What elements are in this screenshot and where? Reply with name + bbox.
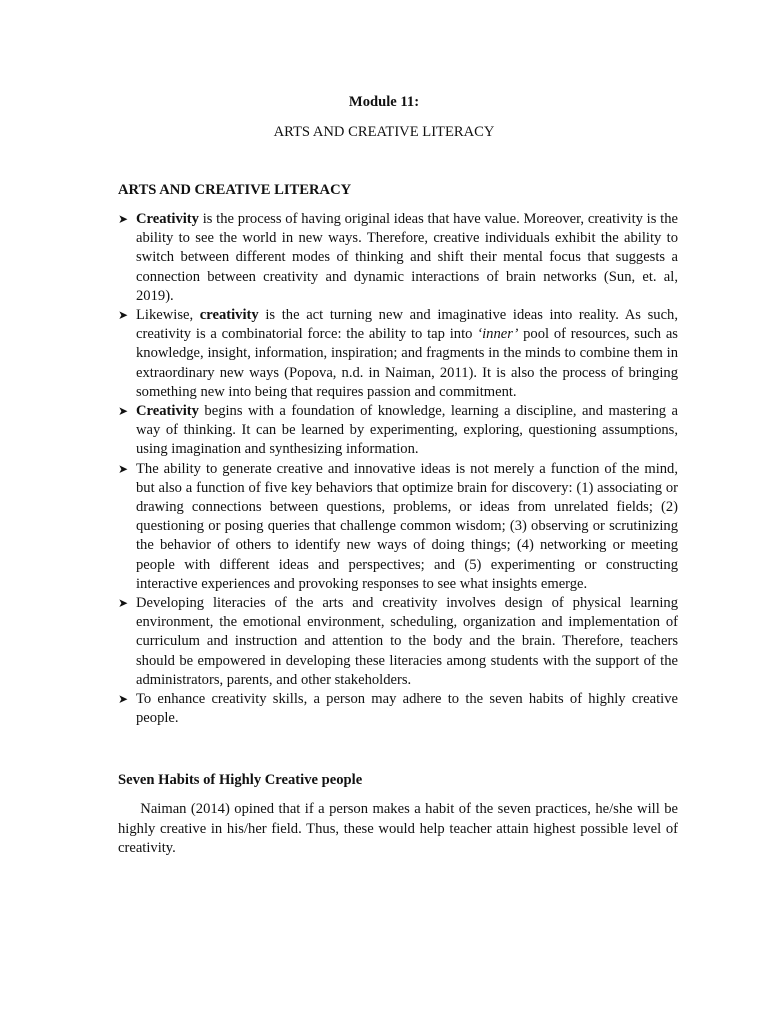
- bullet-list: [118, 210, 678, 728]
- bullet-text: To enhance creativity skills, a person may adhere to the seven habits of highly creative people.: [136, 691, 678, 727]
- bullet-text: Developing literacies of the arts and creativity involves design of physical learning environment, the emotional environment, scheduling, organization and implementation of curriculum and instruction and attention to the body and the brain. Therefore, teachers should be empowered in developing these literacies among students with the support of the administrators, parents, and other stakeholders.: [136, 595, 678, 688]
- bullet-item: [118, 594, 678, 690]
- bullet-italic: ‘inner’: [477, 326, 519, 343]
- module-subtitle: ARTS AND CREATIVE LITERACY: [273, 124, 495, 140]
- module-title: Module 11:: [348, 94, 420, 110]
- section-heading-arts: ARTS AND CREATIVE LITERACY: [118, 182, 352, 198]
- bullet-item: [118, 402, 678, 460]
- arrowhead-bullet-icon: ➤: [118, 308, 129, 323]
- bullet-lead: Creativity: [136, 211, 199, 227]
- bullet-text: is the act turning new and imaginative ideas into reality. As such, creativity is a combinatorial force: the ability to tap into: [136, 307, 678, 343]
- bullet-item: [118, 210, 678, 306]
- intro-paragraph: Naiman (2014) opined that if a person makes a habit of the seven practices, he/she will be highly creative in his/her field. Thus, these would help teacher attain highest possible level of creativity.: [118, 801, 682, 856]
- bullet-lead: creativity: [199, 307, 259, 324]
- bullet-text: pool of resources, such as knowledge, insight, information, inspiration; and fragments in the minds to combine them in extraordinary new ways (Popova, n.d. in Naiman, 2011). It is also the process of bringing something new into being that requires passion and commitment.: [136, 326, 678, 400]
- bullet-text: begins with a foundation of knowledge, learning a discipline, and mastering a way of thinking. It can be learned by experimenting, exploring, questioning assumptions, using imagination and synthesizing information.: [136, 403, 678, 458]
- section-heading-seven-habits: Seven Habits of Highly Creative people: [118, 772, 363, 788]
- bullet-item: [118, 306, 678, 402]
- bullet-pre: Likewise,: [136, 307, 200, 324]
- bullet-item: [118, 460, 678, 594]
- bullet-item: [118, 690, 678, 728]
- arrowhead-bullet-icon: ➤: [118, 461, 129, 476]
- arrowhead-bullet-icon: ➤: [118, 404, 129, 419]
- arrowhead-bullet-icon: ➤: [118, 596, 129, 611]
- bullet-lead: Creativity: [136, 403, 199, 420]
- bullet-text: The ability to generate creative and innovative ideas is not merely a function of the mind, but also a function of five key behaviors that optimize brain for discovery: (1) associating or drawing connections between questions, problems, or ideas from unrelated fields; (2) questioning or posing queries that challenge common wisdom; (3) observing or scrutinizing the behavior of others to identify new ways of doing things; (4) networking or meeting people with different ideas and perspectives; and (5) experimenting or constructing interactive experiences and provoking responses to see what insights emerge.: [136, 460, 678, 592]
- arrowhead-bullet-icon: ➤: [118, 212, 129, 226]
- arrowhead-bullet-icon: ➤: [118, 692, 129, 707]
- bullet-text: is the process of having original ideas that have value. Moreover, creativity is the ability to see the world in new ways. Therefore, creative individuals exhibit the ability to switch between different modes of thinking and shift their mental focus that suggests a connection between creativity and dynamic interactions of brain networks (Sun, et. al, 2019).: [136, 211, 678, 304]
